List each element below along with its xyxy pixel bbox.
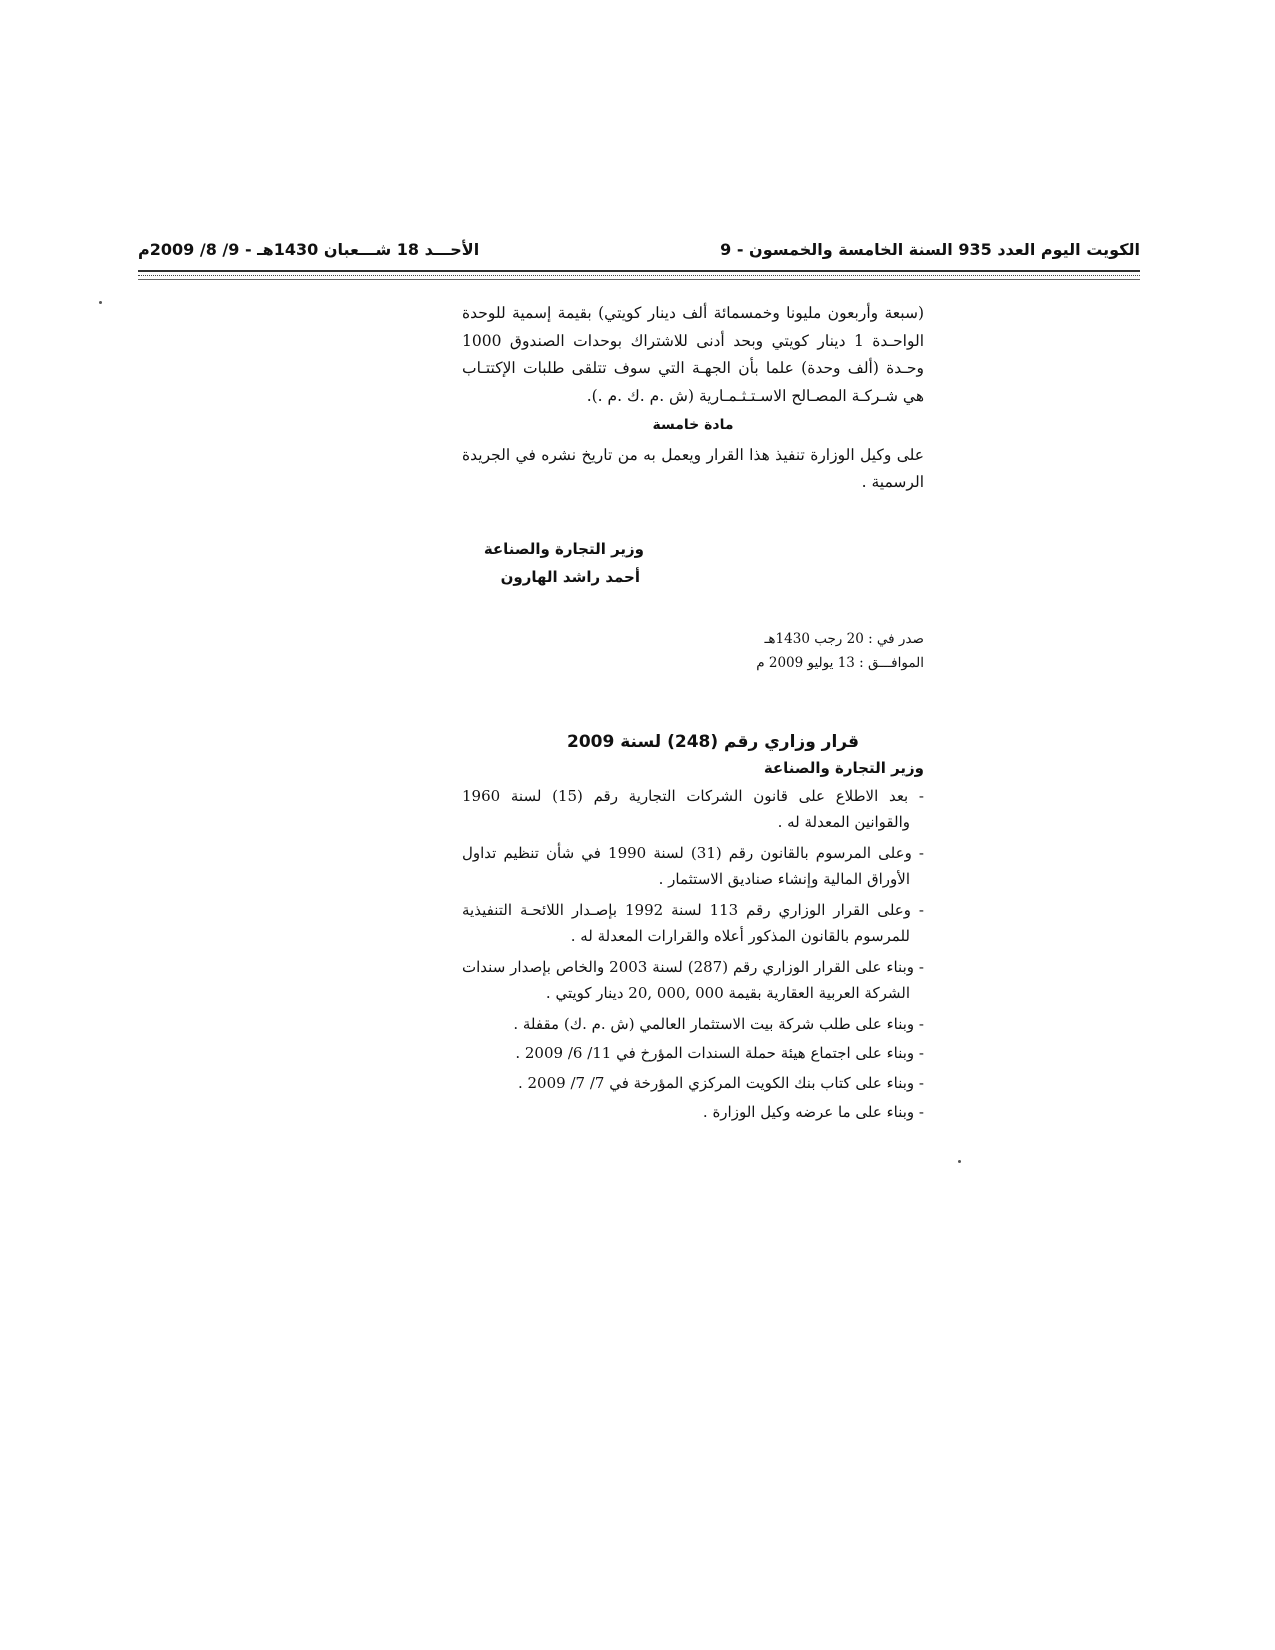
issued-date-hijri: صدر في : 20 رجب 1430هـ (764, 630, 924, 647)
decision-clause: - وعلى القرار الوزاري رقم 113 لسنة 1992 بإصـدار اللائحـة التنفيذية للمرسوم بالقانون المذكور أعلاه والقرارات المعدلة له . (462, 900, 924, 945)
signature-title: وزير التجارة والصناعة (483, 539, 644, 558)
continuation-paragraph: (سبعة وأربعون مليونا وخمسمائة ألف دينار كويتي) بقيمة إسمية للوحدة الواحـدة 1 دينار كويتي وبحد أدنى للاشتراك بوحدات الصندوق 1000 وحـدة (ألف وحدة) علما بأن الجهـة التي سوف تتلقى طلبات الإكتتـاب هي شـركـة المصـالح الاسـتـثـمـارية (ش .م .ك .م .). (462, 304, 924, 405)
article-column (462, 300, 924, 1129)
decision-minister: وزير التجارة والصناعة (763, 758, 924, 777)
article-heading: مادة خامسة (652, 417, 734, 433)
decision-clause: - وبناء على كتاب بنك الكويت المركزي المؤرخة في 7/ 7/ 2009 . (517, 1073, 924, 1092)
issued-date-gregorian: الموافـــق : 13 يوليو 2009 م (756, 654, 924, 671)
decision-clause: - وبناء على اجتماع هيئة حملة السندات المؤرخ في 11/ 6/ 2009 . (515, 1044, 924, 1062)
gazette-issue-info: الكويت اليوم العدد 935 السنة الخامسة والخمسون - 9 (720, 240, 1140, 259)
gazette-date: الأحـــد 18 شـــعبان 1430هـ - 9/ 8/ 2009م (138, 240, 480, 259)
signature-name: أحمد راشد الهارون (500, 567, 640, 586)
article-paragraph: على وكيل الوزارة تنفيذ هذا القرار ويعمل به من تاريخ نشره في الجريدة الرسمية . (462, 445, 924, 491)
signature-block (462, 535, 924, 591)
header-rule-dotted (138, 275, 1140, 276)
decision-clause: - وبناء على طلب شركة بيت الاستثمار العالمي (ش .م .ك) مقفلة . (513, 1014, 924, 1033)
decision-clause: - وبناء على القرار الوزاري رقم (287) لسنة 2003 والخاص بإصدار سندات الشركة العربية العقارية بقيمة 000 ,000 ,20 دينار كويتي . (462, 957, 924, 1002)
issued-block (462, 627, 924, 675)
decision-clause: - وعلى المرسوم بالقانون رقم (31) لسنة 1990 في شأن تنظيم تداول الأوراق المالية وإنشاء صناديق الاستثمار . (462, 843, 924, 888)
page-header (138, 236, 1140, 266)
header-rule-thin (138, 279, 1140, 280)
header-rule (138, 270, 1140, 272)
decision-clause: - بعد الاطلاع على قانون الشركات التجارية رقم (15) لسنة 1960 والقوانين المعدلة له . (462, 786, 924, 831)
scan-speck (99, 301, 102, 304)
scan-speck (958, 1160, 961, 1163)
decision-title: قرار وزاري رقم (248) لسنة 2009 (566, 731, 860, 752)
decision-clause: - وبناء على ما عرضه وكيل الوزارة . (702, 1103, 924, 1121)
